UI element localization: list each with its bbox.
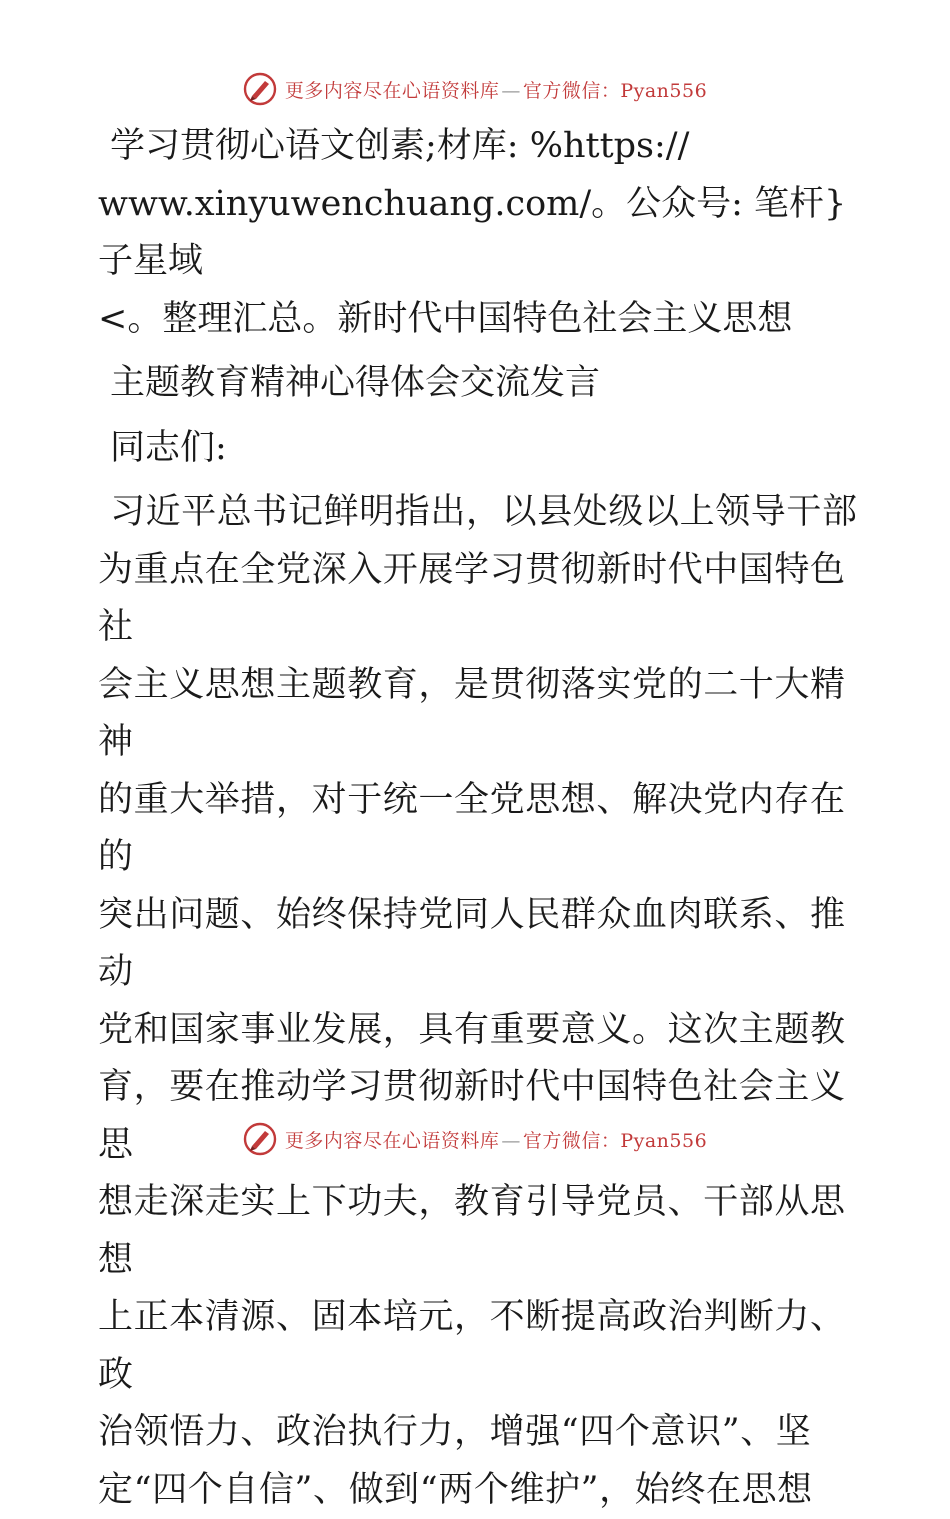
document-title: 主题教育精神心得体会交流发言: [98, 355, 858, 413]
watermark-suffix: 官方微信：Pyan556: [523, 80, 707, 102]
document-body: [98, 118, 858, 1519]
body-line: 上正本清源、固本培元，不断提高政治判断力、政: [98, 1289, 858, 1404]
pen-logo-icon: [243, 1122, 277, 1156]
intro-line-2: www.xinyuwenchuang.com/。公众号: 笔杆}子星域: [98, 176, 858, 291]
header-watermark: [0, 72, 950, 106]
body-line: 想走深走实上下功夫，教育引导党员、干部从思想: [98, 1174, 858, 1289]
intro-line-3: <。整理汇总。新时代中国特色社会主义思想: [98, 291, 858, 349]
watermark-separator: —: [501, 80, 521, 102]
body-line: 定“四个自信”、做到“两个维护”，始终在思想: [98, 1462, 858, 1519]
watermark-suffix: 官方微信：Pyan556: [523, 1130, 707, 1152]
body-line: 为重点在全党深入开展学习贯彻新时代中国特色社: [98, 542, 858, 657]
watermark-separator: —: [501, 1130, 521, 1152]
body-line: 党和国家事业发展，具有重要意义。这次主题教: [98, 1002, 858, 1060]
pen-logo-icon: [243, 72, 277, 106]
body-paragraph: [98, 484, 858, 1519]
body-line: 治领悟力、政治执行力，增强“四个意识”、坚: [98, 1404, 858, 1462]
salutation: 同志们:: [98, 420, 858, 478]
body-line: 的重大举措，对于统一全党思想、解决党内存在的: [98, 772, 858, 887]
watermark-prefix: 更多内容尽在心语资料库: [285, 80, 500, 102]
body-line: 习近平总书记鲜明指出，以县处级以上领导干部: [98, 484, 858, 542]
intro-line-1: 学习贯彻心语文创素;材库: %https://: [98, 118, 858, 176]
body-line: 突出问题、始终保持党同人民群众血肉联系、推动: [98, 887, 858, 1002]
footer-watermark: [0, 1122, 950, 1156]
watermark-prefix: 更多内容尽在心语资料库: [285, 1130, 500, 1152]
body-line: 会主义思想主题教育，是贯彻落实党的二十大精神: [98, 657, 858, 772]
body-line: 育，要在推动学习贯彻新时代中国特色社会主义思: [98, 1059, 858, 1174]
